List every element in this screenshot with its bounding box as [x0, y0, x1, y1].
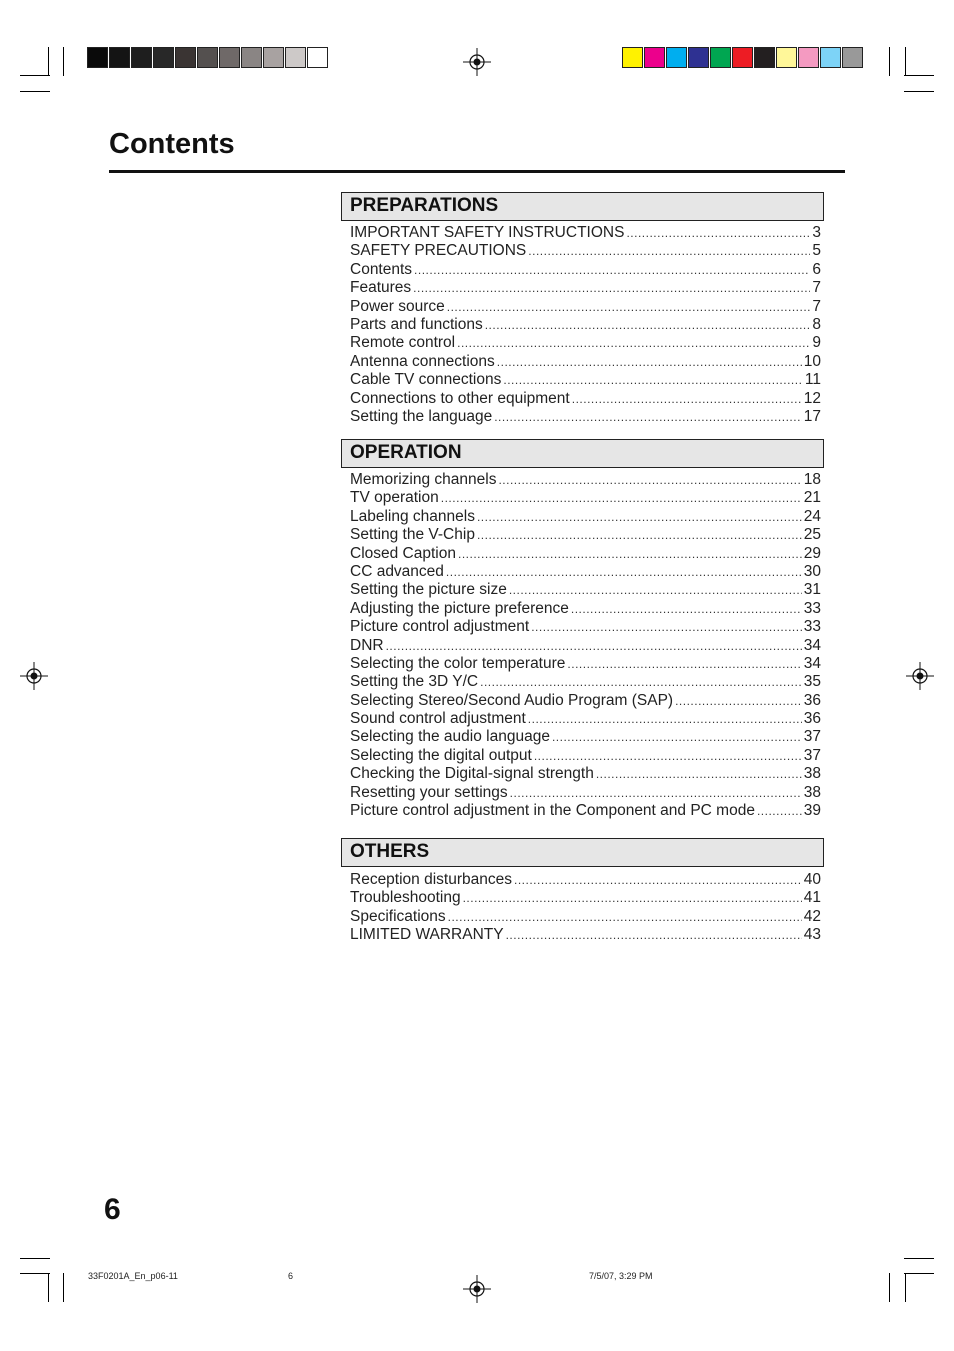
toc-entry-title: Selecting the color temperature — [350, 654, 566, 672]
toc-leader-dots — [567, 655, 801, 673]
crop-mark — [20, 91, 50, 92]
toc-leader-dots — [498, 471, 801, 489]
toc-leader-dots — [531, 618, 802, 636]
toc-entry — [350, 390, 821, 408]
crop-mark — [889, 47, 890, 76]
toc-entry-page: 36 — [803, 691, 821, 709]
toc-entry — [350, 784, 821, 802]
toc-entry — [350, 545, 821, 563]
toc-entry-page: 21 — [803, 489, 821, 507]
toc-entry-title: Resetting your settings — [350, 783, 508, 801]
toc-entry-page: 8 — [812, 315, 821, 333]
toc-entry-page: 38 — [803, 783, 821, 801]
footer-file-name: 33F0201A_En_p06-11 — [88, 1271, 178, 1281]
toc-leader-dots — [414, 261, 810, 279]
toc-entry-page: 43 — [803, 926, 821, 944]
registration-mark-icon — [463, 1275, 491, 1303]
toc-entry-page: 24 — [803, 507, 821, 525]
color-swatch — [263, 47, 284, 68]
crop-mark — [904, 1273, 934, 1274]
toc-entry-title: Picture control adjustment in the Component and PC mode — [350, 802, 755, 820]
toc-entry-title: LIMITED WARRANTY — [350, 926, 504, 944]
color-swatch — [285, 47, 306, 68]
toc-leader-dots — [528, 710, 802, 728]
toc-entry-title: Setting the picture size — [350, 581, 507, 599]
toc-leader-dots — [480, 673, 802, 691]
toc-entry — [350, 889, 821, 907]
toc-entry — [350, 747, 821, 765]
toc-entry — [350, 926, 821, 944]
toc-entry-page: 9 — [812, 334, 821, 352]
toc-entry-page: 42 — [803, 907, 821, 925]
toc-entry-page: 35 — [803, 673, 821, 691]
toc-entry-title: Memorizing channels — [350, 471, 497, 488]
toc-entry-title: SAFETY PRECAUTIONS — [350, 242, 527, 260]
toc-entry — [350, 563, 821, 581]
toc-entry-page: 40 — [803, 871, 821, 888]
toc-entry-page: 34 — [803, 636, 821, 654]
toc-leader-dots — [596, 765, 802, 783]
toc-leader-dots — [503, 371, 803, 389]
toc-entry-page: 36 — [803, 710, 821, 728]
color-swatch — [87, 47, 108, 68]
toc-entry — [350, 316, 821, 334]
toc-entry-title: Connections to other equipment — [350, 389, 570, 407]
registration-mark-icon — [463, 48, 491, 76]
toc-entry — [350, 508, 821, 526]
color-swatch — [666, 47, 687, 68]
toc-leader-dots — [494, 408, 802, 426]
toc-entry — [350, 371, 821, 389]
toc-leader-dots — [757, 802, 802, 820]
toc-leader-dots — [571, 600, 802, 618]
crop-mark — [20, 1273, 50, 1274]
toc-entry-title: Setting the language — [350, 407, 493, 425]
section-heading: OPERATION — [341, 439, 824, 468]
toc-leader-dots — [675, 692, 802, 710]
section-heading: OTHERS — [341, 838, 824, 867]
registration-mark-icon — [20, 662, 48, 690]
toc-entry — [350, 710, 821, 728]
toc-entry-title: Reception disturbances — [350, 871, 512, 888]
color-swatch — [153, 47, 174, 68]
toc-entry-page: 34 — [803, 654, 821, 672]
toc-entry — [350, 224, 821, 242]
crop-mark — [48, 1273, 49, 1302]
toc-entry-title: Antenna connections — [350, 352, 495, 370]
crop-mark — [63, 1273, 64, 1302]
color-swatch — [197, 47, 218, 68]
toc-entry — [350, 871, 821, 889]
toc-leader-dots — [510, 784, 802, 802]
color-swatch — [842, 47, 863, 68]
toc-entry — [350, 765, 821, 783]
color-swatch — [754, 47, 775, 68]
toc-list — [341, 224, 824, 426]
toc-entry-title: Sound control adjustment — [350, 710, 526, 728]
toc-entry — [350, 673, 821, 691]
toc-entry — [350, 279, 821, 297]
crop-mark — [905, 1273, 906, 1302]
toc-entry-page: 37 — [803, 728, 821, 746]
color-swatch — [776, 47, 797, 68]
toc-leader-dots — [528, 242, 810, 260]
toc-leader-dots — [441, 489, 802, 507]
toc-entry-title: Setting the V-Chip — [350, 526, 475, 544]
toc-entry — [350, 526, 821, 544]
toc-list — [341, 871, 824, 945]
toc-leader-dots — [552, 728, 802, 746]
crop-mark — [904, 75, 934, 76]
color-swatch — [622, 47, 643, 68]
toc-entry-title: CC advanced — [350, 562, 444, 580]
title-rule — [109, 170, 845, 173]
toc-entry-title: Selecting the digital output — [350, 746, 532, 764]
toc-entry-title: Cable TV connections — [350, 371, 502, 389]
crop-mark — [889, 1273, 890, 1302]
color-swatch — [219, 47, 240, 68]
toc-entry-page: 6 — [812, 260, 821, 278]
toc-entry-page: 37 — [803, 746, 821, 764]
toc-entry-title: Adjusting the picture preference — [350, 599, 569, 617]
toc-leader-dots — [463, 889, 802, 907]
toc-entry-title: Parts and functions — [350, 315, 483, 333]
toc-leader-dots — [458, 545, 802, 563]
toc-leader-dots — [477, 526, 802, 544]
section-heading: PREPARATIONS — [341, 192, 824, 221]
toc-leader-dots — [506, 926, 802, 944]
toc-entry-title: Picture control adjustment — [350, 618, 530, 636]
toc-entry-title: Troubleshooting — [350, 889, 461, 907]
toc-entry — [350, 600, 821, 618]
toc-leader-dots — [457, 334, 810, 352]
toc-entry-title: DNR — [350, 636, 384, 654]
toc-entry — [350, 908, 821, 926]
toc-leader-dots — [534, 747, 802, 765]
toc-entry — [350, 489, 821, 507]
section-preparations — [341, 192, 824, 426]
section-operation — [341, 439, 824, 820]
toc-entry-title: Setting the 3D Y/C — [350, 673, 479, 691]
toc-entry — [350, 728, 821, 746]
toc-leader-dots — [386, 637, 802, 655]
page-title: Contents — [109, 128, 235, 160]
toc-entry-page: 10 — [803, 352, 821, 370]
toc-leader-dots — [509, 581, 802, 599]
toc-entry-page: 17 — [803, 407, 821, 425]
toc-entry — [350, 298, 821, 316]
toc-entry-page: 41 — [803, 889, 821, 907]
color-swatch — [307, 47, 328, 68]
toc-leader-dots — [514, 871, 802, 889]
crop-mark — [20, 1258, 50, 1259]
toc-entry — [350, 242, 821, 260]
toc-entry-title: Checking the Digital-signal strength — [350, 765, 594, 783]
toc-leader-dots — [626, 224, 810, 242]
process-color-bar — [622, 47, 864, 68]
color-swatch — [732, 47, 753, 68]
toc-entry-page: 33 — [803, 618, 821, 636]
footer-page: 6 — [288, 1271, 294, 1281]
toc-entry-title: Selecting the audio language — [350, 728, 550, 746]
crop-mark — [20, 75, 50, 76]
toc-entry-page: 31 — [803, 581, 821, 599]
toc-entry-page: 5 — [812, 242, 821, 260]
toc-entry-page: 7 — [812, 297, 821, 315]
toc-entry-title: Selecting Stereo/Second Audio Program (SAP) — [350, 691, 674, 709]
toc-entry — [350, 637, 821, 655]
color-swatch — [131, 47, 152, 68]
toc-entry — [350, 692, 821, 710]
toc-entry-page: 11 — [804, 371, 821, 389]
toc-entry — [350, 471, 821, 489]
color-swatch — [820, 47, 841, 68]
toc-entry — [350, 802, 821, 820]
section-others — [341, 838, 824, 945]
footer-timestamp: 7/5/07, 3:29 PM — [589, 1271, 653, 1281]
toc-entry-title: Specifications — [350, 907, 446, 925]
toc-entry — [350, 261, 821, 279]
crop-mark — [904, 91, 934, 92]
toc-leader-dots — [485, 316, 811, 334]
toc-entry-page: 29 — [803, 544, 821, 562]
crop-mark — [63, 47, 64, 76]
toc-entry — [350, 334, 821, 352]
color-swatch — [241, 47, 262, 68]
toc-entry-page: 33 — [803, 599, 821, 617]
registration-mark-icon — [906, 662, 934, 690]
toc-entry-title: Labeling channels — [350, 507, 475, 525]
toc-leader-dots — [413, 279, 810, 297]
toc-entry-title: Power source — [350, 297, 445, 315]
color-swatch — [109, 47, 130, 68]
toc-leader-dots — [477, 508, 802, 526]
toc-entry — [350, 581, 821, 599]
toc-entry — [350, 353, 821, 371]
crop-mark — [904, 1258, 934, 1259]
crop-mark — [905, 47, 906, 76]
toc-entry-title: Closed Caption — [350, 544, 456, 562]
page-number: 6 — [104, 1193, 121, 1226]
toc-entry-page: 38 — [803, 765, 821, 783]
toc-entry-page: 12 — [803, 389, 821, 407]
toc-entry — [350, 618, 821, 636]
toc-entry — [350, 408, 821, 426]
toc-leader-dots — [572, 390, 802, 408]
toc-entry-page: 25 — [803, 526, 821, 544]
color-swatch — [710, 47, 731, 68]
toc-leader-dots — [448, 908, 802, 926]
color-swatch — [798, 47, 819, 68]
toc-leader-dots — [447, 298, 811, 316]
toc-entry-title: TV operation — [350, 489, 439, 507]
toc-entry-title: IMPORTANT SAFETY INSTRUCTIONS — [350, 224, 625, 241]
toc-leader-dots — [446, 563, 802, 581]
toc-entry — [350, 655, 821, 673]
toc-entry-title: Contents — [350, 260, 413, 278]
toc-entry-title: Remote control — [350, 334, 456, 352]
toc-list — [341, 471, 824, 820]
toc-entry-page: 30 — [803, 562, 821, 580]
color-swatch — [644, 47, 665, 68]
toc-entry-page: 7 — [812, 279, 821, 297]
color-swatch — [688, 47, 709, 68]
color-swatch — [175, 47, 196, 68]
toc-entry-page: 39 — [803, 802, 821, 820]
toc-entry-page: 18 — [803, 471, 821, 488]
toc-leader-dots — [497, 353, 802, 371]
toc-entry-title: Features — [350, 279, 412, 297]
crop-mark — [48, 47, 49, 76]
toc-entry-page: 3 — [812, 224, 821, 241]
grayscale-color-bar — [87, 47, 329, 68]
